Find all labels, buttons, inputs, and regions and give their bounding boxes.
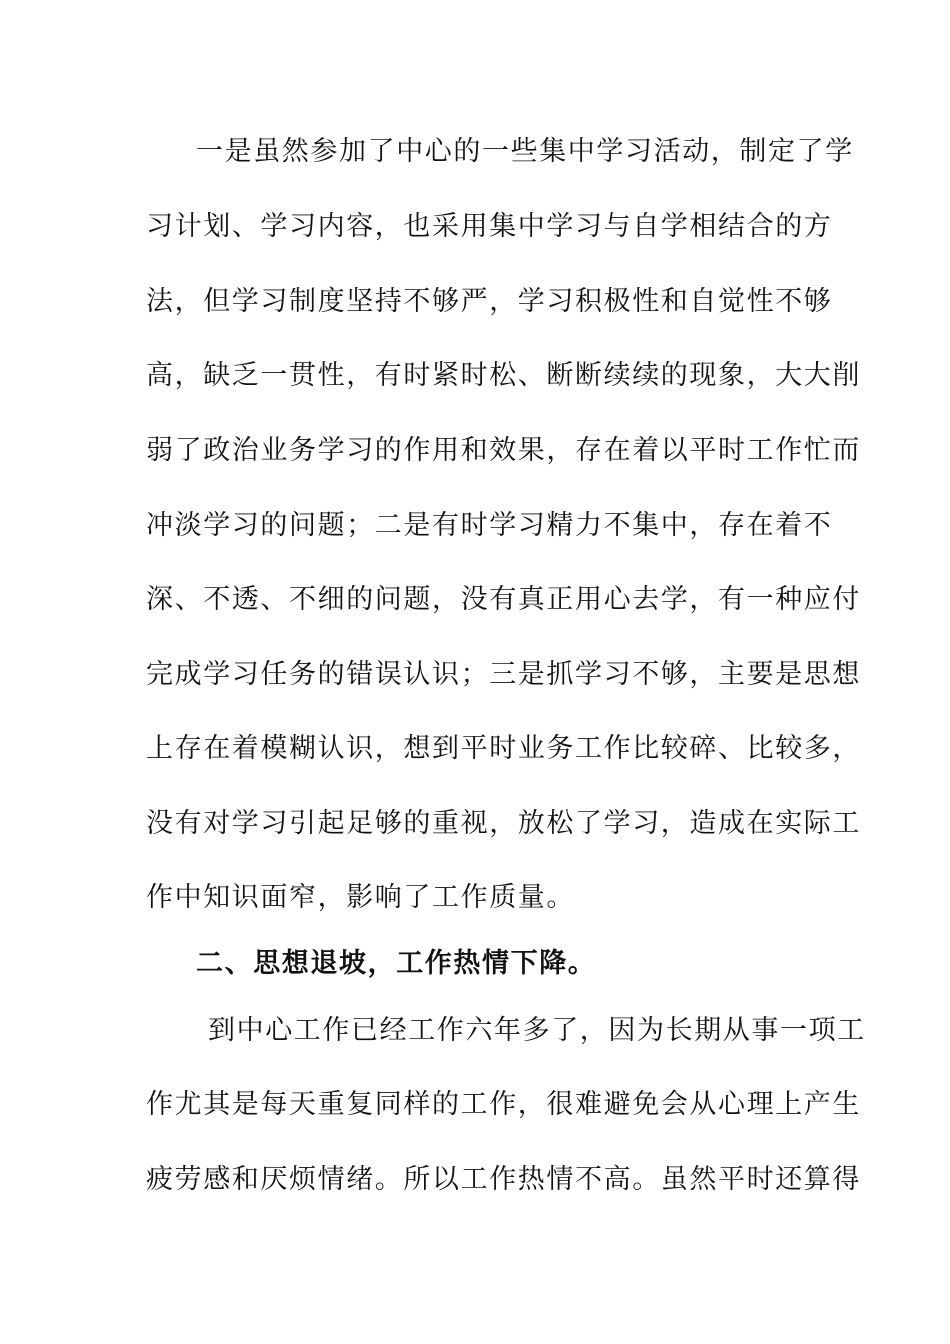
paragraph-1-line-8: 完成学习任务的错误认识；三是抓学习不够，主要是思想 (146, 659, 861, 690)
paragraph-1-line-7: 深、不透、不细的问题，没有真正用心去学，有一种应付 (146, 584, 861, 615)
paragraph-2-line-3: 疲劳感和厌烦情绪。所以工作热情不高。虽然平时还算得 (146, 1164, 861, 1195)
paragraph-2-line-1: 到中心工作已经工作六年多了，因为长期从事一项工 (208, 1015, 866, 1046)
paragraph-1-line-3: 法，但学习制度坚持不够严，学习积极性和自觉性不够 (146, 286, 833, 317)
paragraph-2-line-2: 作尤其是每天重复同样的工作，很难避免会从心理上产生 (146, 1089, 861, 1120)
paragraph-1-line-2: 习计划、学习内容，也采用集中学习与自学相结合的方 (146, 211, 833, 242)
paragraph-1-line-9: 上存在着模糊认识，想到平时业务工作比较碎、比较多， (146, 733, 861, 764)
section-heading: 二、思想退坡，工作热情下降。 (196, 948, 597, 979)
paragraph-1-line-11: 作中知识面窄，影响了工作质量。 (146, 882, 575, 913)
paragraph-1-line-1: 一是虽然参加了中心的一些集中学习活动，制定了学 (196, 136, 854, 167)
paragraph-1-line-10: 没有对学习引起足够的重视，放松了学习，造成在实际工 (146, 808, 861, 839)
paragraph-1-line-5: 弱了政治业务学习的作用和效果，存在着以平时工作忙而 (146, 435, 861, 466)
paragraph-1-line-4: 高，缺乏一贯性，有时紧时松、断断续续的现象，大大削 (146, 360, 861, 391)
paragraph-1-line-6: 冲淡学习的问题；二是有时学习精力不集中，存在着不 (146, 510, 833, 541)
